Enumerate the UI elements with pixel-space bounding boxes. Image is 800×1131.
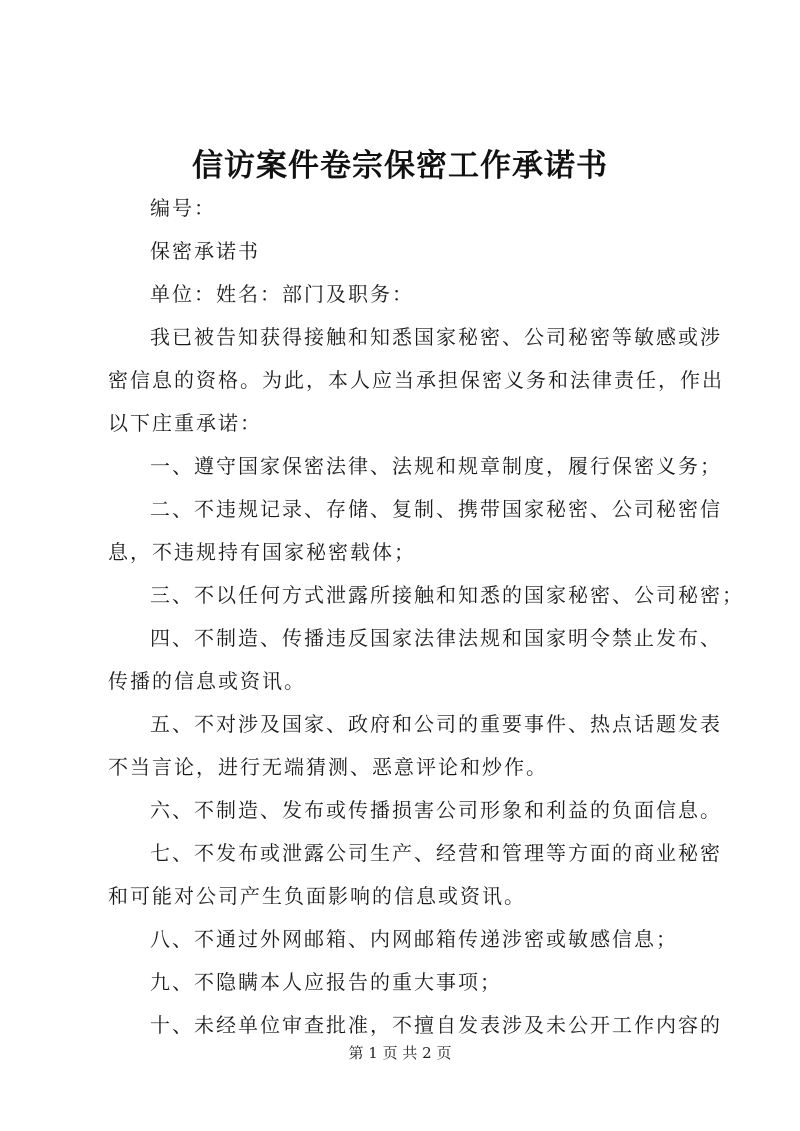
promise-2-line-2: 息，不违规持有国家秘密载体； (108, 540, 416, 564)
promise-6: 六、不制造、发布或传播损害公司形象和利益的负面信息。 (150, 798, 722, 822)
field-unit-name-dept: 单位：姓名：部门及职务： (150, 282, 414, 306)
subtitle: 保密承诺书 (150, 239, 260, 263)
promise-4-line-2: 传播的信息或资讯。 (108, 669, 306, 693)
promise-10-line-1: 十、未经单位审查批准，不擅自发表涉及未公开工作内容的 (150, 1013, 722, 1037)
promise-4-line-1: 四、不制造、传播违反国家法律法规和国家明令禁止发布、 (150, 626, 722, 650)
promise-7-line-2: 和可能对公司产生负面影响的信息或资讯。 (108, 884, 526, 908)
field-serial-number: 编号： (150, 196, 216, 220)
promise-2-line-1: 二、不违规记录、存储、复制、携带国家秘密、公司秘密信 (150, 497, 722, 521)
promise-3: 三、不以任何方式泄露所接触和知悉的国家秘密、公司秘密； (150, 583, 744, 607)
paragraph-intro-line-1: 我已被告知获得接触和知悉国家秘密、公司秘密等敏感或涉 (150, 325, 722, 349)
paragraph-intro-line-2: 密信息的资格。为此，本人应当承担保密义务和法律责任，作出 (108, 368, 724, 392)
promise-7-line-1: 七、不发布或泄露公司生产、经营和管理等方面的商业秘密 (150, 841, 722, 865)
promise-5-line-1: 五、不对涉及国家、政府和公司的重要事件、热点话题发表 (150, 712, 722, 736)
promise-1: 一、遵守国家保密法律、法规和规章制度，履行保密义务； (150, 454, 722, 478)
paragraph-intro-line-3: 以下庄重承诺： (108, 411, 262, 435)
promise-5-line-2: 不当言论，进行无端猜测、恶意评论和炒作。 (108, 755, 548, 779)
promise-8: 八、不通过外网邮箱、内网邮箱传递涉密或敏感信息； (150, 927, 678, 951)
page-footer: 第 1 页 共 2 页 (348, 1044, 452, 1062)
document-title: 信访案件卷宗保密工作承诺书 (192, 148, 608, 184)
promise-9: 九、不隐瞒本人应报告的重大事项； (150, 970, 502, 994)
